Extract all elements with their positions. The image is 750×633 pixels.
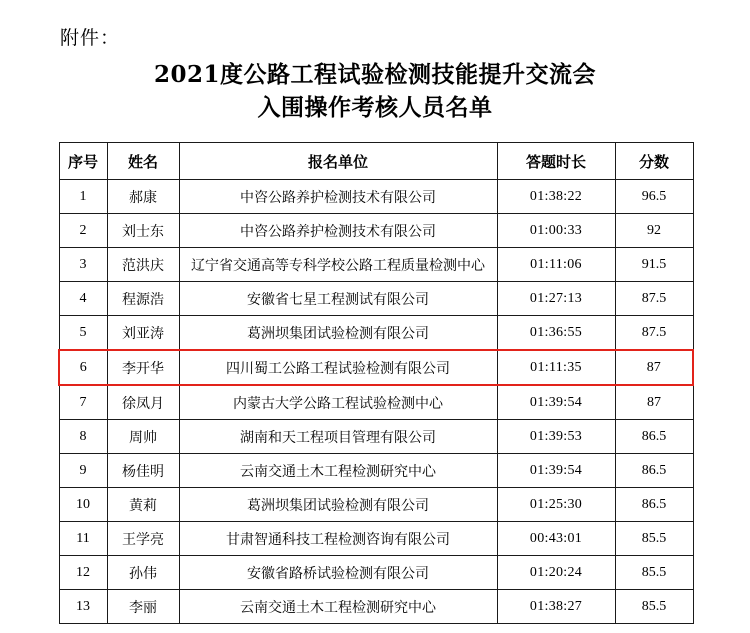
- cell-score: 86.5: [615, 488, 693, 522]
- table-header-row: [59, 143, 693, 180]
- cell-duration: 01:36:55: [497, 316, 615, 351]
- cell-name: 程源浩: [107, 282, 179, 316]
- cell-name: 周帅: [107, 420, 179, 454]
- cell-unit: 辽宁省交通高等专科学校公路工程质量检测中心: [179, 248, 497, 282]
- table-row: [59, 316, 693, 351]
- cell-name: 孙伟: [107, 556, 179, 590]
- cell-unit: 葛洲坝集团试验检测有限公司: [179, 316, 497, 351]
- roster-table: [58, 142, 694, 624]
- cell-score: 87.5: [615, 316, 693, 351]
- table-row: [59, 454, 693, 488]
- cell-unit: 中咨公路养护检测技术有限公司: [179, 180, 497, 214]
- cell-name: 郝康: [107, 180, 179, 214]
- table-row: [59, 488, 693, 522]
- table-row: [59, 214, 693, 248]
- cell-name: 李丽: [107, 590, 179, 624]
- cell-unit: 甘肃智通科技工程检测咨询有限公司: [179, 522, 497, 556]
- table-row: [59, 248, 693, 282]
- cell-score: 85.5: [615, 522, 693, 556]
- cell-duration: 01:11:35: [497, 350, 615, 385]
- cell-duration: 01:27:13: [497, 282, 615, 316]
- cell-index: 1: [59, 180, 107, 214]
- cell-name: 刘亚涛: [107, 316, 179, 351]
- cell-index: 6: [59, 350, 107, 385]
- cell-name: 黄莉: [107, 488, 179, 522]
- column-header-score: 分数: [615, 143, 693, 180]
- cell-duration: 01:39:54: [497, 385, 615, 420]
- cell-duration: 01:25:30: [497, 488, 615, 522]
- cell-unit: 云南交通土木工程检测研究中心: [179, 454, 497, 488]
- cell-duration: 01:39:54: [497, 454, 615, 488]
- table-row: [59, 556, 693, 590]
- cell-unit: 四川蜀工公路工程试验检测有限公司: [179, 350, 497, 385]
- cell-score: 92: [615, 214, 693, 248]
- cell-unit: 内蒙古大学公路工程试验检测中心: [179, 385, 497, 420]
- cell-unit: 云南交通土木工程检测研究中心: [179, 590, 497, 624]
- cell-index: 8: [59, 420, 107, 454]
- cell-name: 刘士东: [107, 214, 179, 248]
- cell-name: 李开华: [107, 350, 179, 385]
- cell-score: 86.5: [615, 454, 693, 488]
- cell-index: 7: [59, 385, 107, 420]
- cell-unit: 安徽省路桥试验检测有限公司: [179, 556, 497, 590]
- cell-index: 2: [59, 214, 107, 248]
- page-title-line-1: 2021度公路工程试验检测技能提升交流会: [153, 61, 596, 88]
- table-header: [59, 143, 693, 180]
- cell-duration: 01:38:27: [497, 590, 615, 624]
- cell-score: 87: [615, 350, 693, 385]
- cell-score: 85.5: [615, 590, 693, 624]
- cell-duration: 01:11:06: [497, 248, 615, 282]
- cell-name: 王学亮: [107, 522, 179, 556]
- table-row: [59, 350, 693, 385]
- cell-index: 5: [59, 316, 107, 351]
- column-header-unit: 报名单位: [179, 143, 497, 180]
- cell-name: 范洪庆: [107, 248, 179, 282]
- cell-name: 徐凤月: [107, 385, 179, 420]
- cell-score: 96.5: [615, 180, 693, 214]
- cell-score: 91.5: [615, 248, 693, 282]
- column-header-index: 序号: [59, 143, 107, 180]
- cell-index: 9: [59, 454, 107, 488]
- column-header-duration: 答题时长: [497, 143, 615, 180]
- cell-index: 4: [59, 282, 107, 316]
- cell-score: 86.5: [615, 420, 693, 454]
- cell-score: 87: [615, 385, 693, 420]
- cell-unit: 葛洲坝集团试验检测有限公司: [179, 488, 497, 522]
- table-row: [59, 522, 693, 556]
- cell-index: 13: [59, 590, 107, 624]
- table-row: [59, 590, 693, 624]
- cell-index: 12: [59, 556, 107, 590]
- cell-index: 11: [59, 522, 107, 556]
- table-body: [59, 180, 693, 624]
- cell-unit: 中咨公路养护检测技术有限公司: [179, 214, 497, 248]
- cell-unit: 安徽省七星工程测试有限公司: [179, 282, 497, 316]
- attachment-label: 附件：: [60, 27, 121, 49]
- cell-duration: 01:39:53: [497, 420, 615, 454]
- table-row: [59, 385, 693, 420]
- table-row: [59, 420, 693, 454]
- cell-index: 10: [59, 488, 107, 522]
- cell-duration: 01:38:22: [497, 180, 615, 214]
- cell-name: 杨佳明: [107, 454, 179, 488]
- cell-unit: 湖南和天工程项目管理有限公司: [179, 420, 497, 454]
- table-row: [59, 282, 693, 316]
- column-header-name: 姓名: [107, 143, 179, 180]
- page-title: [0, 58, 750, 124]
- table-row: [59, 180, 693, 214]
- page-title-line-2: 入围操作考核人员名单: [257, 94, 493, 121]
- cell-duration: 01:00:33: [497, 214, 615, 248]
- cell-duration: 00:43:01: [497, 522, 615, 556]
- cell-index: 3: [59, 248, 107, 282]
- cell-score: 85.5: [615, 556, 693, 590]
- cell-score: 87.5: [615, 282, 693, 316]
- cell-duration: 01:20:24: [497, 556, 615, 590]
